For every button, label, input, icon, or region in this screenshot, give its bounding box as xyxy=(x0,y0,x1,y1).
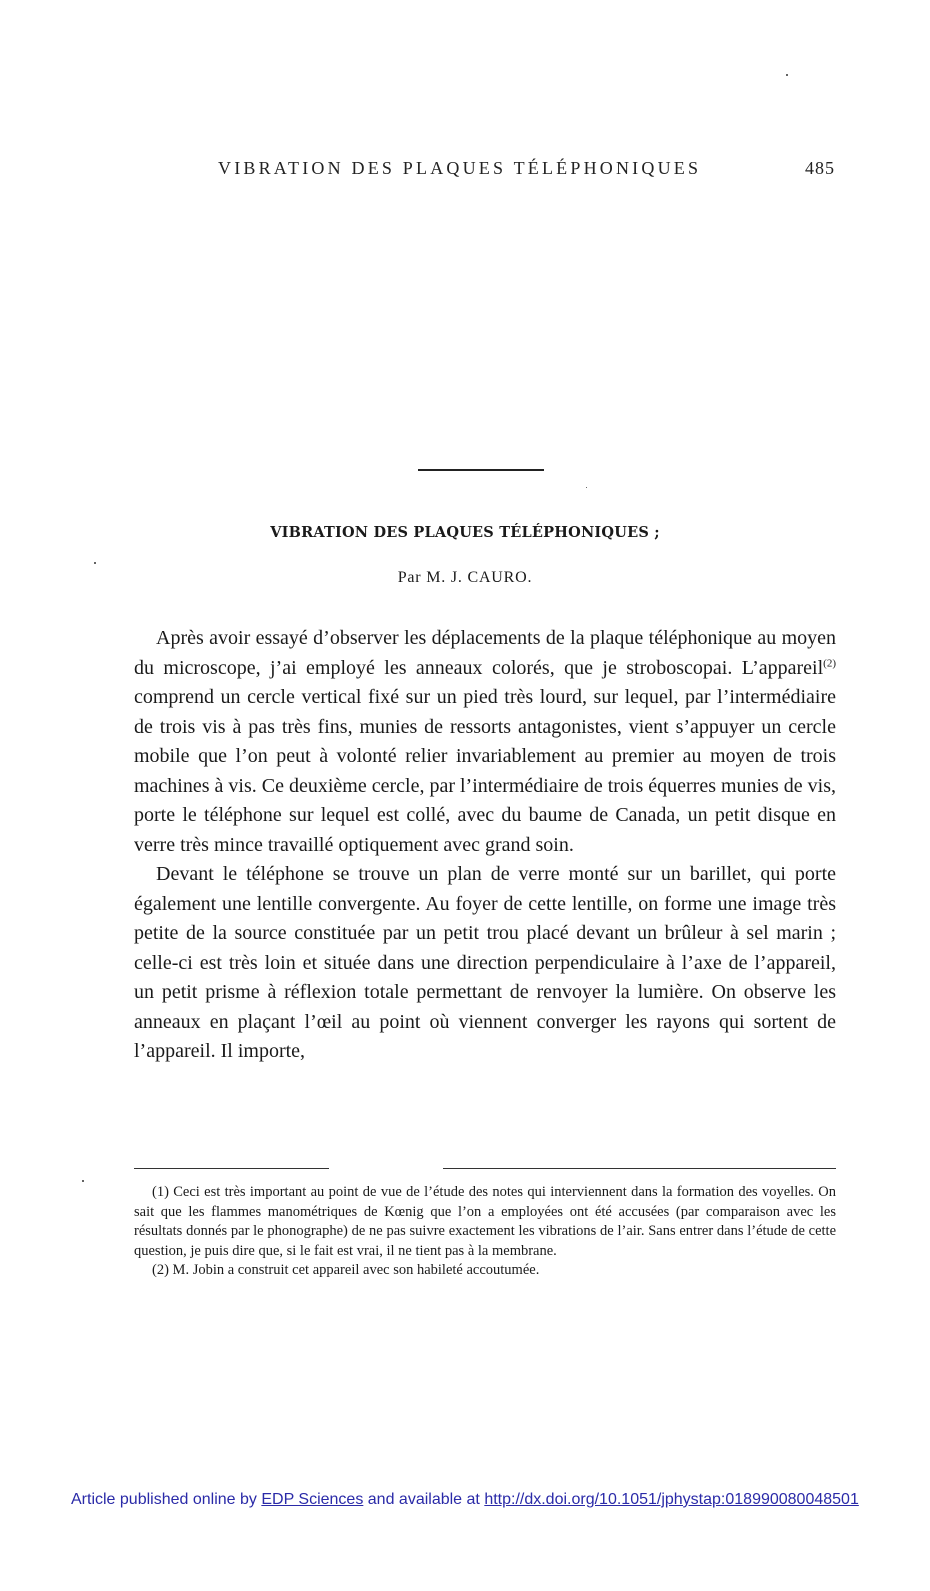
speck-mark xyxy=(94,562,96,564)
article-byline: Par M. J. CAURO. xyxy=(397,569,533,586)
publisher-link[interactable]: EDP Sciences xyxy=(261,1491,364,1508)
section-divider-rule xyxy=(418,469,544,471)
footnote xyxy=(134,1183,836,1261)
footnote-text: M. Jobin a construit cet appareil avec son habileté accoutumée. xyxy=(168,1262,540,1278)
running-head-title: VIBRATION DES PLAQUES TÉLÉPHONIQUES xyxy=(218,158,702,178)
footnote-text: Ceci est très important au point de vue de l’étude des notes qui interviennent dans la formation des voyelles. On sait que les flammes manométriques de Kœnig que l’on a employées ont été accusées (par comparaison avec les résultats donnés par le phonographe) de ne pas suivre exactement les vibrations de l’air. Sans entrer dans l’étude de cette question, je puis dire que, si le fait est vrai, il ne tient pas à la membrane. xyxy=(134,1184,836,1259)
footnote xyxy=(134,1261,836,1281)
page-number: 485 xyxy=(805,158,835,178)
article-title: VIBRATION DES PLAQUES TÉLÉPHONIQUES ; xyxy=(270,524,660,541)
paragraph-text: comprend un cercle vertical fixé sur un pied très lourd, sur lequel, par l’intermédiaire de trois vis à pas très fins, munies de ressorts antagonistes, vient s’appuyer un cercle mobile que l’on peut à volonté relier invariablement au premier au moyen de trois machines à vis. Ce deuxième cercle, par l’intermédiaire de trois équerres munies de vis, porte le téléphone sur lequel est collé, avec du baume de Canada, un petit disque en verre très mince travaillé optiquement avec grand soin. xyxy=(134,686,836,856)
paragraph-text: Devant le téléphone se trouve un plan de verre monté sur un barillet, qui porte également une lentille convergente. Au foyer de cette lentille, on forme une image très petite de la source constituée par un petit trou placé devant un brûleur à sel marin ; celle-ci est très loin et située dans une direction perpendiculaire à l’axe de l’appareil, un petit prisme à réflexion totale permettant de renvoyer la lumière. On observe les anneaux en plaçant l’œil au point où viennent converger les rayons qui sortent de l’appareil. Il importe, xyxy=(134,863,836,1062)
footnote-mark: (1) xyxy=(152,1184,169,1200)
paragraph xyxy=(134,860,836,1067)
doi-link[interactable]: http://dx.doi.org/10.1051/jphystap:018990080048501 xyxy=(484,1491,859,1508)
publisher-notice xyxy=(71,1491,859,1509)
article-body xyxy=(134,624,836,1067)
publisher-notice-prefix: Article published online by xyxy=(71,1491,262,1508)
running-head xyxy=(218,158,835,179)
speck-mark xyxy=(786,74,788,76)
publisher-notice-middle: and available at xyxy=(363,1491,485,1508)
footnote-separator-rule xyxy=(134,1168,329,1169)
paragraph xyxy=(134,624,836,860)
speck-mark xyxy=(586,487,587,488)
footnote-separator-rule xyxy=(443,1168,836,1169)
paragraph-text: Après avoir essayé d’observer les déplacements de la plaque téléphonique au moyen du microscope, j’ai employé les anneaux colorés, que je stroboscopai. L’appareil xyxy=(134,627,836,679)
speck-mark xyxy=(82,1180,84,1182)
footnote-mark: (2) xyxy=(152,1262,169,1278)
footnotes xyxy=(134,1183,836,1281)
footnote-reference[interactable]: (2) xyxy=(823,656,836,669)
